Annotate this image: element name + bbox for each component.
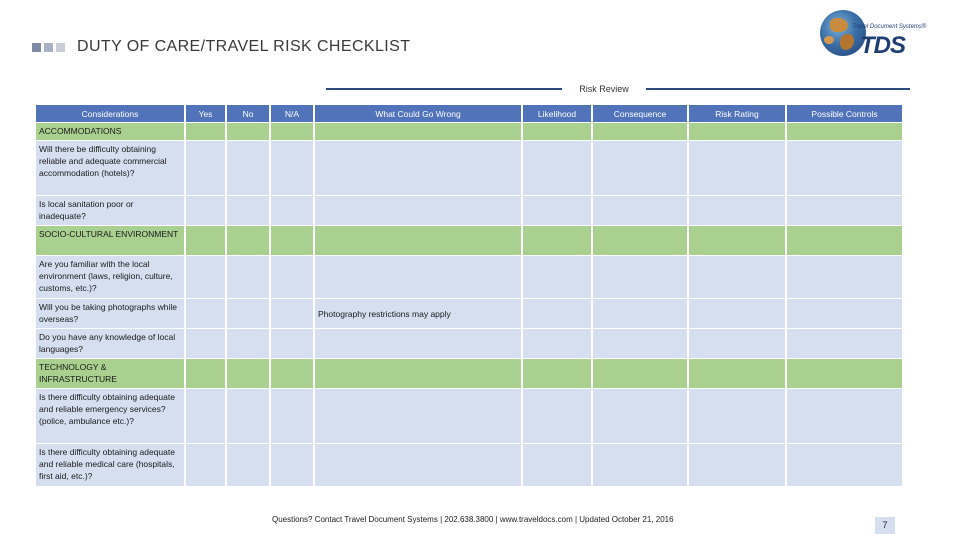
empty-cell [271, 256, 313, 298]
what-could-go-wrong-cell: Photography restrictions may apply [315, 299, 521, 328]
empty-cell [689, 329, 785, 358]
empty-cell [787, 359, 902, 388]
empty-cell [523, 123, 591, 140]
consideration-cell: Are you familiar with the local environment (laws, religion, culture, customs, etc.)? [36, 256, 184, 298]
section-row [36, 123, 902, 140]
consideration-cell: Is there difficulty obtaining adequate and reliable emergency services? (police, ambulance etc.)? [36, 389, 184, 443]
empty-cell [593, 196, 687, 225]
table-row [36, 196, 902, 225]
table-row [36, 389, 902, 443]
empty-cell [689, 226, 785, 255]
empty-cell [593, 389, 687, 443]
title-bar [32, 37, 410, 57]
empty-cell [227, 299, 269, 328]
empty-cell [787, 141, 902, 195]
empty-cell [186, 141, 225, 195]
empty-cell [523, 256, 591, 298]
section-row [36, 359, 902, 388]
empty-cell [523, 329, 591, 358]
risk-review-rule-left [326, 88, 562, 90]
empty-cell [315, 359, 521, 388]
logo-tagline: Travel Document Systems® [852, 24, 927, 30]
consideration-cell: Will you be taking photographs while overseas? [36, 299, 184, 328]
empty-cell [787, 389, 902, 443]
column-header: Considerations [36, 105, 184, 122]
column-header: Risk Rating [689, 105, 785, 122]
empty-cell [523, 141, 591, 195]
risk-checklist-table [34, 104, 904, 487]
consideration-cell: Do you have any knowledge of local languages? [36, 329, 184, 358]
empty-cell [271, 196, 313, 225]
empty-cell [227, 444, 269, 486]
empty-cell [523, 299, 591, 328]
empty-cell [227, 141, 269, 195]
empty-cell [227, 359, 269, 388]
section-label: TECHNOLOGY & INFRASTRUCTURE [36, 359, 184, 388]
consideration-cell: Is there difficulty obtaining adequate and reliable medical care (hospitals, first aid, etc.)? [36, 444, 184, 486]
empty-cell [689, 444, 785, 486]
column-header: Consequence [593, 105, 687, 122]
title-squares-decoration [32, 43, 65, 52]
column-header: Yes [186, 105, 225, 122]
empty-cell [593, 141, 687, 195]
empty-cell [787, 444, 902, 486]
empty-cell [787, 226, 902, 255]
risk-review-label: Risk Review [579, 84, 629, 94]
empty-cell [523, 359, 591, 388]
empty-cell [186, 123, 225, 140]
empty-cell [227, 256, 269, 298]
empty-cell [593, 329, 687, 358]
empty-cell [689, 141, 785, 195]
column-header: Possible Controls [787, 105, 902, 122]
what-could-go-wrong-cell [315, 389, 521, 443]
risk-review-rule-right [646, 88, 910, 90]
consideration-cell: Is local sanitation poor or inadequate? [36, 196, 184, 225]
empty-cell [689, 389, 785, 443]
empty-cell [186, 226, 225, 255]
empty-cell [787, 299, 902, 328]
empty-cell [271, 389, 313, 443]
page-title: DUTY OF CARE/TRAVEL RISK CHECKLIST [77, 38, 411, 55]
empty-cell [271, 123, 313, 140]
empty-cell [186, 389, 225, 443]
table-body [36, 123, 902, 486]
table-row [36, 329, 902, 358]
table-row [36, 141, 902, 195]
what-could-go-wrong-cell [315, 329, 521, 358]
empty-cell [186, 196, 225, 225]
empty-cell [186, 256, 225, 298]
empty-cell [271, 299, 313, 328]
empty-cell [523, 196, 591, 225]
empty-cell [315, 123, 521, 140]
empty-cell [593, 359, 687, 388]
empty-cell [787, 196, 902, 225]
empty-cell [227, 389, 269, 443]
empty-cell [593, 444, 687, 486]
table-header-row [36, 105, 902, 122]
empty-cell [271, 359, 313, 388]
empty-cell [689, 196, 785, 225]
empty-cell [689, 123, 785, 140]
what-could-go-wrong-cell [315, 444, 521, 486]
empty-cell [315, 226, 521, 255]
section-row [36, 226, 902, 255]
footer-contact: Questions? Contact Travel Document Systems | 202.638.3800 | www.traveldocs.com | Updated October 21, 2016 [272, 515, 674, 524]
empty-cell [689, 299, 785, 328]
empty-cell [787, 329, 902, 358]
page-number: 7 [875, 517, 895, 534]
table-row [36, 444, 902, 486]
table-row [36, 256, 902, 298]
empty-cell [689, 256, 785, 298]
column-header: Likelihood [523, 105, 591, 122]
empty-cell [689, 359, 785, 388]
empty-cell [593, 226, 687, 255]
empty-cell [186, 359, 225, 388]
empty-cell [271, 444, 313, 486]
empty-cell [271, 141, 313, 195]
what-could-go-wrong-cell [315, 141, 521, 195]
empty-cell [787, 123, 902, 140]
empty-cell [227, 226, 269, 255]
empty-cell [227, 123, 269, 140]
what-could-go-wrong-cell [315, 196, 521, 225]
empty-cell [593, 123, 687, 140]
empty-cell [593, 256, 687, 298]
empty-cell [227, 329, 269, 358]
empty-cell [271, 226, 313, 255]
what-could-go-wrong-cell [315, 256, 521, 298]
empty-cell [523, 226, 591, 255]
consideration-cell: Will there be difficulty obtaining reliable and adequate commercial accommodation (hotels)? [36, 141, 184, 195]
empty-cell [523, 389, 591, 443]
empty-cell [271, 329, 313, 358]
column-header: N/A [271, 105, 313, 122]
empty-cell [787, 256, 902, 298]
section-label: ACCOMMODATIONS [36, 123, 184, 140]
tds-logo [818, 8, 928, 60]
empty-cell [523, 444, 591, 486]
logo-mark: TDS [860, 32, 905, 59]
empty-cell [227, 196, 269, 225]
column-header: What Could Go Wrong [315, 105, 521, 122]
empty-cell [186, 444, 225, 486]
empty-cell [593, 299, 687, 328]
column-header: No [227, 105, 269, 122]
section-label: SOCIO-CULTURAL ENVIRONMENT [36, 226, 184, 255]
empty-cell [186, 329, 225, 358]
table-row [36, 299, 902, 328]
empty-cell [186, 299, 225, 328]
